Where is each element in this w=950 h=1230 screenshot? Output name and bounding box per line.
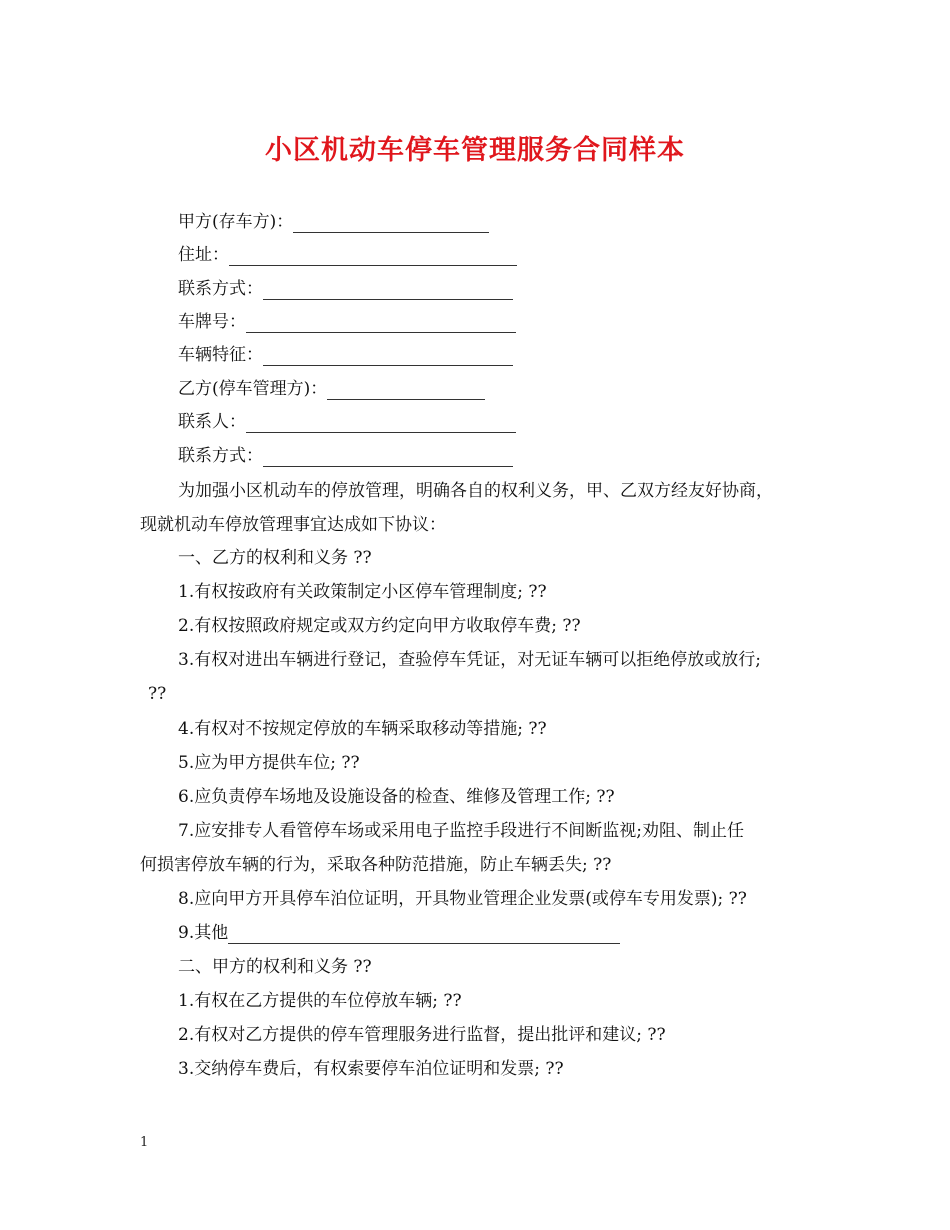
section-2-item-2: 2.有权对乙方提供的停车管理服务进行监督，提出批评和建议; ??	[178, 1025, 666, 1045]
section-1-item-3-cont: ??	[148, 684, 167, 704]
field-contact-b	[178, 445, 513, 467]
blank-line[interactable]	[293, 214, 489, 233]
page-number: 1	[140, 1135, 149, 1150]
section-1-item-4: 4.有权对不按规定停放的车辆采取移动等措施; ??	[178, 719, 547, 739]
blank-line[interactable]	[228, 925, 620, 944]
field-vehicle-features	[178, 344, 513, 366]
field-label: 联系方式：	[178, 279, 263, 299]
field-label: 车牌号：	[178, 312, 246, 332]
field-party-b	[178, 378, 485, 400]
intro-line-1: 为加强小区机动车的停放管理，明确各自的权利义务，甲、乙双方经友好协商，	[178, 481, 773, 501]
section-1-item-3: 3.有权对进出车辆进行登记，查验停车凭证，对无证车辆可以拒绝停放或放行;	[178, 650, 761, 670]
field-label: 住址：	[178, 245, 229, 265]
section-1-item-7: 7.应安排专人看管停车场或采用电子监控手段进行不间断监视;劝阻、制止任	[178, 821, 744, 841]
section-1-item-2: 2.有权按照政府规定或双方约定向甲方收取停车费; ??	[178, 616, 581, 636]
field-label: 联系人：	[178, 412, 246, 432]
blank-line[interactable]	[229, 247, 517, 266]
blank-line[interactable]	[327, 381, 485, 400]
field-address	[178, 244, 517, 266]
blank-line[interactable]	[263, 448, 513, 467]
intro-line-2: 现就机动车停放管理事宜达成如下协议：	[140, 515, 446, 535]
field-contact-person	[178, 411, 516, 433]
section-1-item-6: 6.应负责停车场地及设施设备的检查、维修及管理工作; ??	[178, 787, 615, 807]
field-contact-a	[178, 278, 513, 300]
section-2-heading: 二、甲方的权利和义务 ??	[178, 957, 372, 977]
section-1-item-8: 8.应向甲方开具停车泊位证明，开具物业管理企业发票(或停车专用发票); ??	[178, 889, 747, 909]
field-label: 甲方(存车方)：	[178, 212, 294, 232]
section-1-item-5: 5.应为甲方提供车位; ??	[178, 753, 360, 773]
section-1-item-7-cont: 何损害停放车辆的行为，采取各种防范措施，防止车辆丢失; ??	[140, 855, 612, 875]
item-9-label: 9.其他	[178, 923, 229, 943]
field-label: 联系方式：	[178, 446, 263, 466]
blank-line[interactable]	[263, 281, 513, 300]
section-1-item-9	[178, 922, 620, 944]
section-1-item-1: 1.有权按政府有关政策制定小区停车管理制度; ??	[178, 582, 547, 602]
field-label: 车辆特征：	[178, 345, 263, 365]
field-label: 乙方(停车管理方)：	[178, 379, 328, 399]
section-2-item-1: 1.有权在乙方提供的车位停放车辆; ??	[178, 991, 462, 1011]
blank-line[interactable]	[263, 347, 513, 366]
blank-line[interactable]	[246, 414, 516, 433]
section-1-heading: 一、乙方的权利和义务 ??	[178, 548, 372, 568]
document-title: 小区机动车停车管理服务合同样本	[265, 135, 685, 166]
blank-line[interactable]	[246, 314, 516, 333]
section-2-item-3: 3.交纳停车费后，有权索要停车泊位证明和发票; ??	[178, 1059, 564, 1079]
field-plate-number	[178, 311, 516, 333]
field-party-a	[178, 211, 489, 233]
